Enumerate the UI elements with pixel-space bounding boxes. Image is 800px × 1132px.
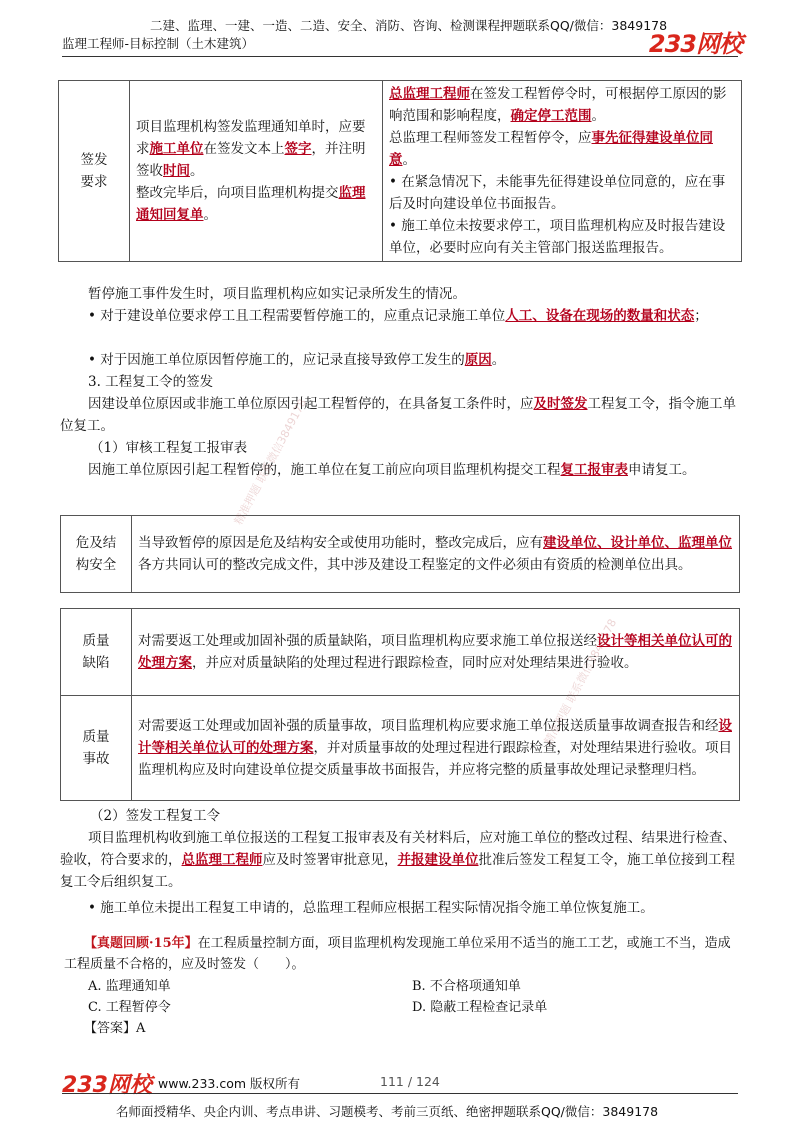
text-run: 总监理工程师签发工程暂停令，应 [389,130,592,146]
page-number: 111 / 124 [380,1074,440,1089]
footer-bottom-line: 名师面授精华、央企内训、考点串讲、习题模考、考前三页纸、绝密押题联系QQ/微信：3849178 [116,1104,659,1119]
section-heading: 3. 工程复工令的签发 [88,374,214,390]
label-line: 要求 [80,174,108,190]
header-divider [62,56,738,57]
text-run: 对需要返工处理或加固补强的质量缺陷，项目监理机构应要求施工单位报送经 [138,633,597,649]
paragraph [60,283,740,305]
option-d: D. 隐蔽工程检查记录单 [412,1000,548,1015]
table-label [61,609,132,696]
text-run: • 在紧急情况下，未能事先征得建设单位同意的，应在事后及时向建设单位书面报告。 [389,174,726,212]
exam-question-text: 在工程质量控制方面，项目监理机构发现施工单位采用不适当的施工工艺，或施工不当，造成工程质量不合格的，应及时签发（ ）。 [64,936,731,972]
table-suspension-requirements [58,80,742,262]
table-quality [60,608,740,801]
text-run: 暂停施工事件发生时，项目监理机构应如实记录所发生的情况。 [88,286,466,302]
label-line: 构安全 [75,557,117,573]
text-run: • 对于建设单位要求停工且工程需要暂停施工的，应重点记录施工单位 [88,308,506,324]
watermark: 精准押题 联系微信3849178 [541,616,620,748]
highlighted-text: 监理通知回复单 [136,185,366,223]
text-run: 应及时签署审批意见， [262,852,398,868]
highlighted-text: 设计等相关单位认可的处理方案 [138,633,732,671]
footer-site: www.233.com 版权所有 [158,1076,300,1091]
suspension-order-cell [383,81,742,262]
logo-233: 233网校 [648,30,742,58]
text-run: 整改完毕后，向项目监理机构提交 [136,185,339,201]
highlighted-text: 设计等相关单位认可的处理方案 [138,718,732,756]
highlighted-text: 签字 [284,141,312,157]
text-run: ，并注明签收 [136,141,366,179]
quality-defect-cell [132,609,740,696]
text-run: 在签发文本上 [203,141,285,157]
notice-requirements-cell [130,81,383,262]
label-line: 签发 [80,152,108,168]
text-run: 项目监理机构收到施工单位报送的工程复工报审表及有关材料后，应对施工单位的整改过程、结果进行检查、验收，符合要求的， [60,830,736,868]
highlighted-text: 及时签发 [533,396,588,412]
header-top-line: 二建、监理、一建、一造、二造、安全、消防、咨询、检测课程押题联系QQ/微信：3849178 [150,18,668,33]
highlighted-text: 复工报审表 [560,462,628,478]
text-run: 。 [402,152,416,168]
text-run: 。 [203,207,217,223]
text-run: ，并对质量事故的处理过程进行跟踪检查，对处理结果进行验收。项目监理机构应及时向建设单位提交质量事故书面报告，并应将完整的质量事故处理记录整理归档。 [138,740,732,778]
highlighted-text: 时间 [163,163,190,179]
label-line: 质量 [82,729,110,745]
text-run: ，并应对质量缺陷的处理过程进行跟踪检查，同时应对处理结果进行验收。 [192,655,638,671]
label-line: 危及结 [75,535,117,551]
highlighted-text: 事先征得建设单位同意 [389,130,713,168]
highlighted-text: 总监理工程师 [181,852,263,868]
text-run: 对需要返工处理或加固补强的质量事故，项目监理机构应要求施工单位报送质量事故调查报告和经 [138,718,719,734]
structural-safety-cell [132,516,740,593]
paragraph [60,393,740,437]
watermark: 精准押题 联系微信3849178 [231,396,310,528]
highlighted-text: 并报建设单位 [397,852,479,868]
text-run: 项目监理机构签发监理通知单时，应要求 [136,119,366,157]
text-run: ； [694,308,708,324]
table-label [59,81,130,262]
text-run: 。 [190,163,204,179]
exam-question [64,933,736,975]
sub-heading: （2）签发工程复工令 [90,808,221,824]
table-structural-safety [60,515,740,593]
text-run: • 对于因施工单位原因暂停施工的，应记录直接导致停工发生的 [88,352,465,368]
label-line: 质量 [82,633,110,649]
text-run: 。 [591,108,605,124]
header-subtitle: 监理工程师-目标控制（土木建筑） [62,36,255,51]
option-a: A. 监理通知单 [88,979,171,994]
text-run: 因建设单位原因或非施工单位原因引起工程暂停的，在具备复工条件时，应 [88,396,534,412]
quality-accident-cell [132,696,740,801]
text-run: • 施工单位未提出工程复工申请的，总监理工程师应根据工程实际情况指令施工单位恢复施工。 [88,900,654,916]
text-run: 工程复工令，指令施工单位复工。 [60,396,736,434]
table-label [61,696,132,801]
highlighted-text: 原因 [464,352,492,368]
option-c: C. 工程暂停令 [88,1000,171,1015]
highlighted-text: 建设单位、设计单位、监理单位 [543,535,732,551]
paragraph [60,349,740,371]
table-label [61,516,132,593]
text-run: 当导致暂停的原因是危及结构安全或使用功能时，整改完成后，应有 [138,535,543,551]
sub-heading: （1）审核工程复工报审表 [90,440,248,456]
footer-divider [62,1093,738,1094]
highlighted-text: 施工单位 [149,141,204,157]
text-run: 批准后签发工程复工令，施工单位接到工程复工令后组织复工。 [60,852,735,890]
paragraph [60,827,740,893]
option-b: B. 不合格项通知单 [412,979,521,994]
highlighted-text: 确定停工范围 [510,108,592,124]
label-line: 缺陷 [82,655,110,671]
answer: 【答案】A [84,1021,146,1036]
paragraph [60,897,740,919]
exam-heading: 【真题回顾·15年】 [84,936,198,951]
text-run: 在签发工程暂停令时，可根据停工原因的影响范围和影响程度， [389,86,727,124]
text-run: 各方共同认可的整改完成文件，其中涉及建设工程鉴定的文件必须由有资质的检测单位出具。 [138,557,692,573]
text-run: • 施工单位未按要求停工，项目监理机构应及时报告建设单位，必要时应向有关主管部门报送监理报告。 [389,218,726,256]
text-run: 因施工单位原因引起工程暂停的，施工单位在复工前应向项目监理机构提交工程 [88,462,561,478]
paragraph [60,459,740,481]
label-line: 事故 [82,751,110,767]
footer-logo: 233网校 [62,1073,152,1098]
highlighted-text: 人工、设备在现场的数量和状态 [505,308,695,324]
text-run: 申请复工。 [628,462,696,478]
text-run: 。 [491,352,506,368]
highlighted-text: 总监理工程师 [389,86,470,102]
paragraph [60,305,740,327]
